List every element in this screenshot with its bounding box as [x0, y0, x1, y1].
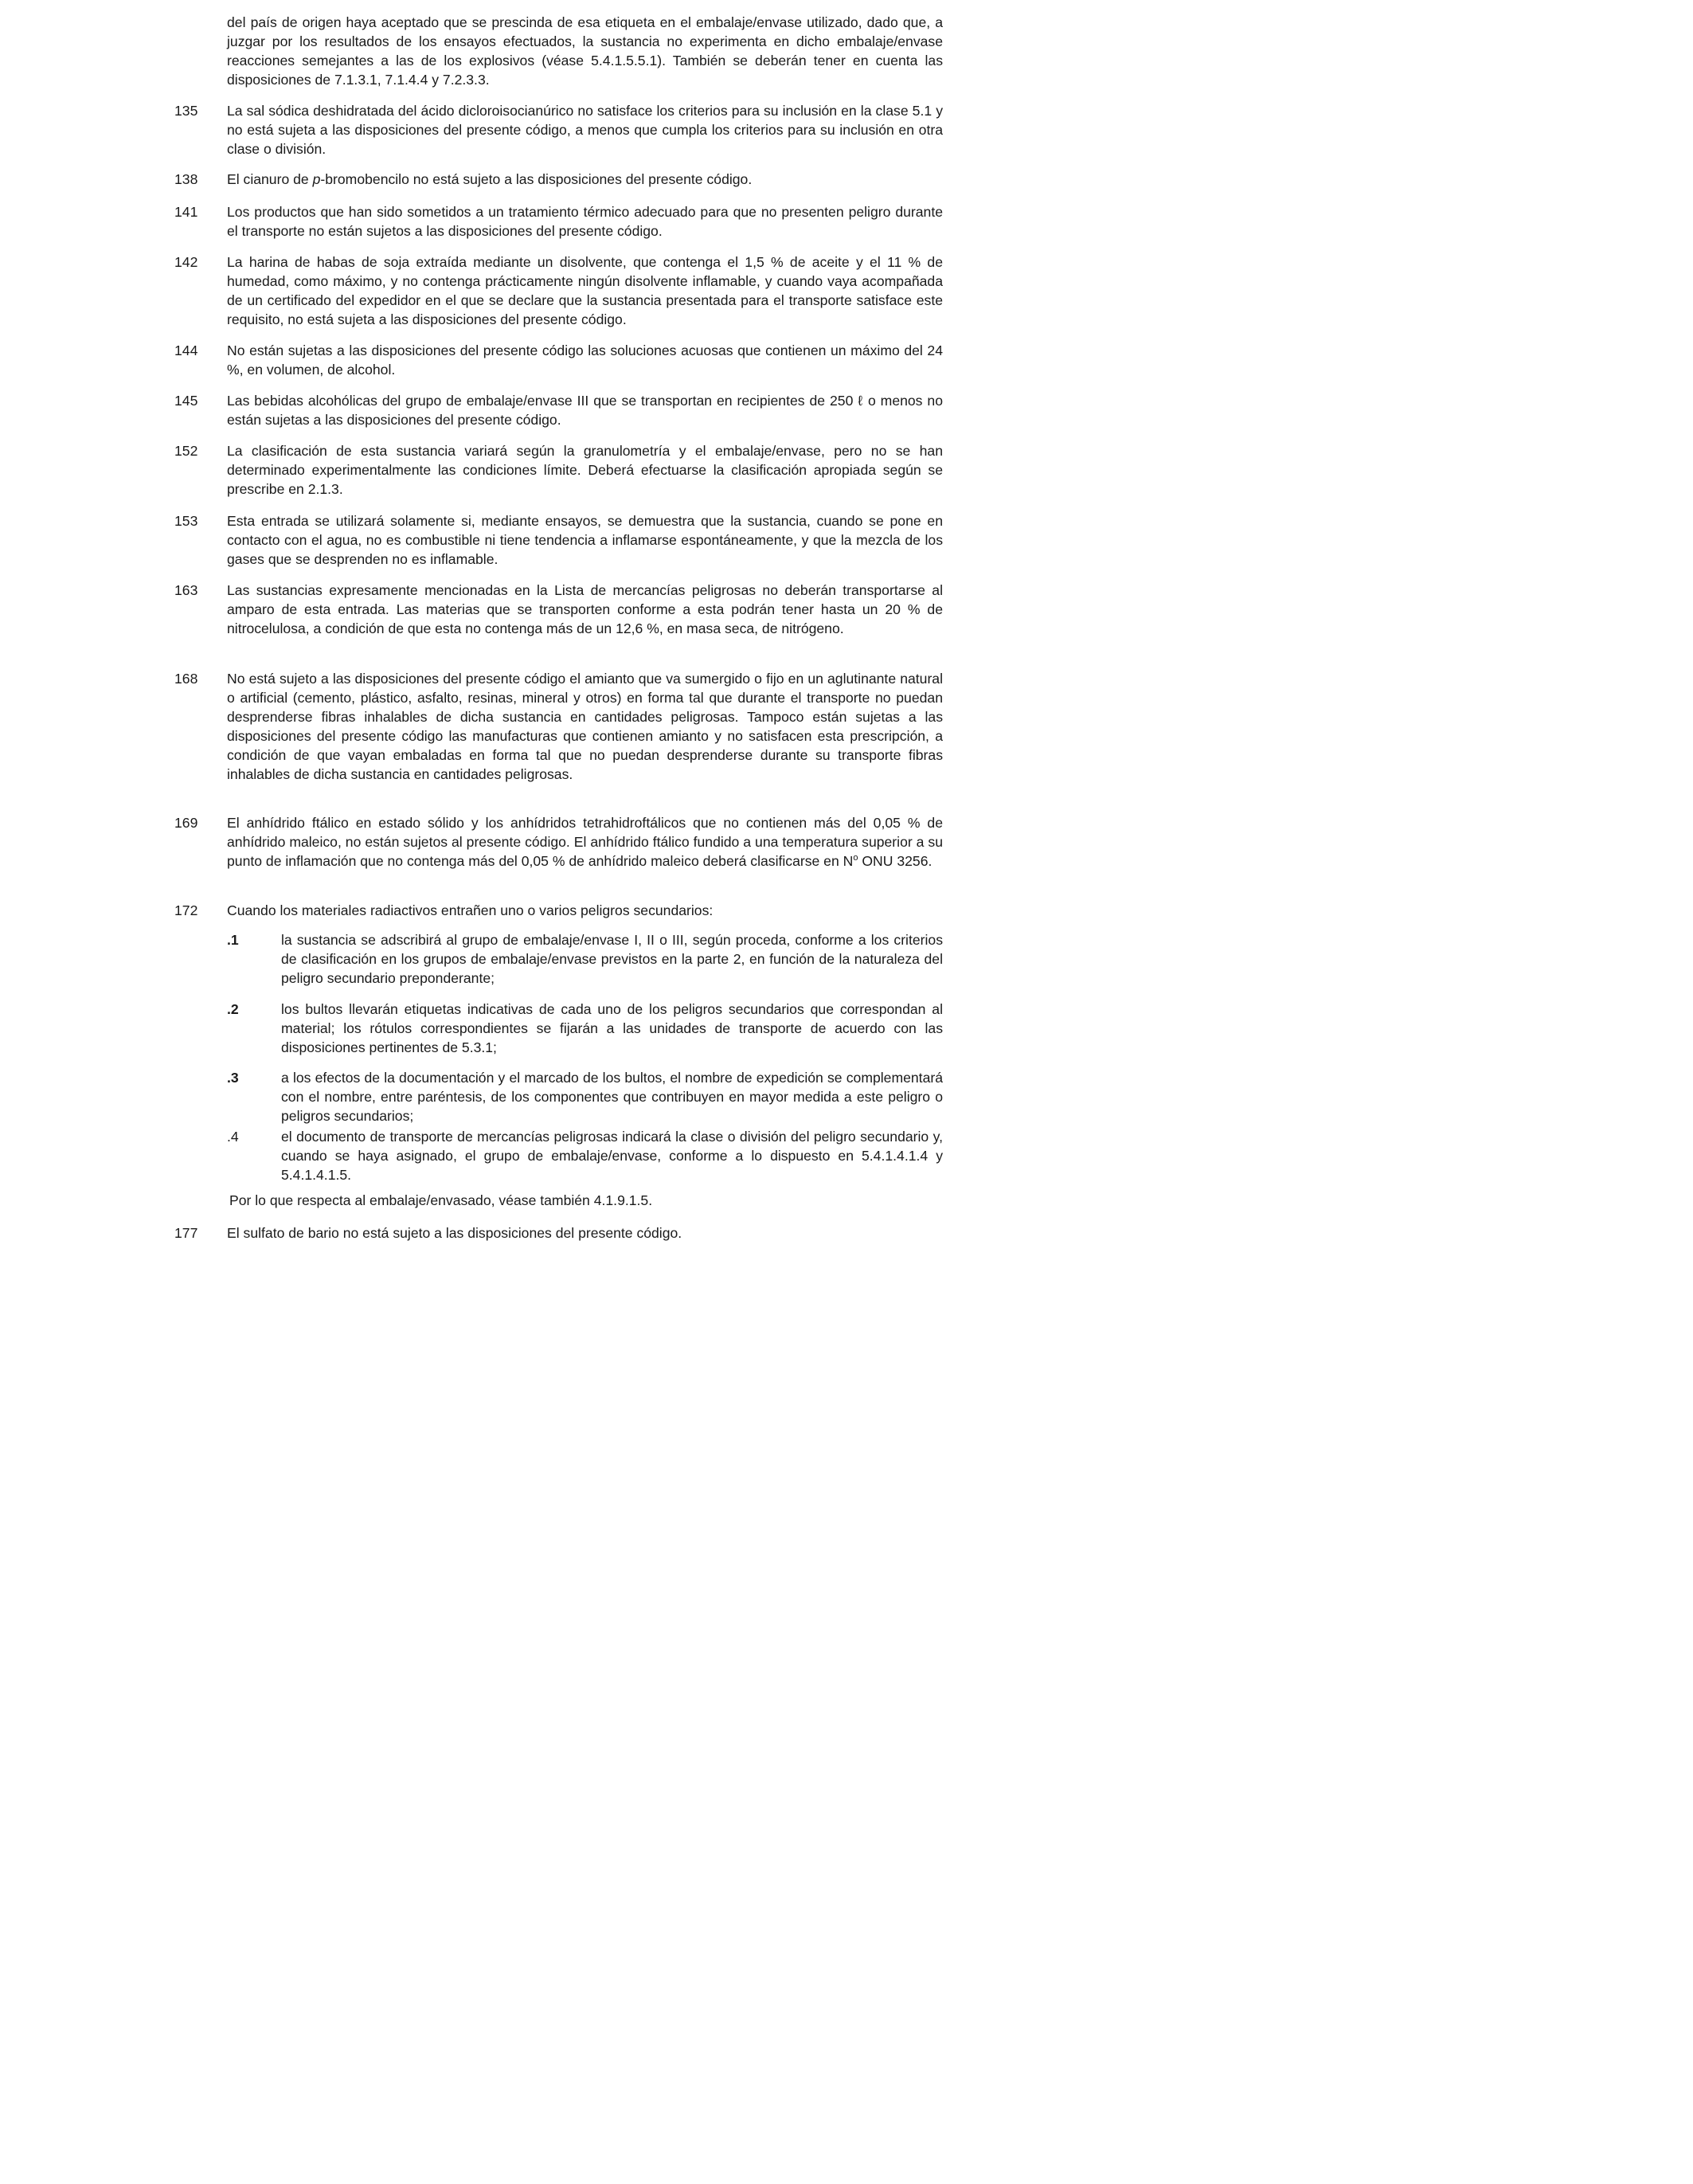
provision-text: No están sujetas a las disposiciones del presente código las soluciones acuosas que contienen un máximo del 24 %, en volumen, de alcohol.	[227, 342, 943, 378]
provision-number: 135	[174, 103, 198, 119]
provision-number: 168	[174, 671, 198, 687]
provision-number: 145	[174, 393, 198, 409]
sub-item-text: los bultos llevarán etiquetas indicativas de cada uno de los peligros secundarios que correspondan al material; los rótulos correspondientes se fijarán a las unidades de transporte de acuerdo con las disposiciones pertinentes de 5.3.1;	[281, 1001, 943, 1055]
sub-item-text: el documento de transporte de mercancías peligrosas indicará la clase o división del peligro secundario y, cuando se haya asignado, el grupo de embalaje/envase, conforme a lo dispuesto en 5.4.1.4.1.4 y 5.4.1.4.1.5.	[281, 1129, 943, 1183]
provision-text: Cuando los materiales radiactivos entrañen uno o varios peligros secundarios:	[227, 902, 714, 918]
sub-item-text: la sustancia se adscribirá al grupo de embalaje/envase I, II o III, según proceda, conforme a los criterios de clasificación en los grupos de embalaje/envase previstos en la parte 2, en función de la naturaleza del peligro secundario preponderante;	[281, 932, 943, 986]
provision-number: 172	[174, 902, 198, 918]
provision-text: La sal sódica deshidratada del ácido dicloroisocianúrico no satisface los criterios para su inclusión en la clase 5.1 y no está sujeta a las disposiciones del presente código, a menos que cumpla los criterios para su inclusión en otra clase o división.	[227, 103, 943, 157]
provision-text: El cianuro de p-bromobencilo no está sujeto a las disposiciones del presente código.	[227, 171, 753, 187]
continuation-paragraph: del país de origen haya aceptado que se prescinda de esa etiqueta en el embalaje/envase utilizado, dado que, a juzgar por los resultados de los ensayos efectuados, la sustancia no experimenta en dicho embalaje/envase reacciones semejantes a las de los explosivos (véase 5.4.1.5.5.1). También se deberán tener en cuenta las disposiciones de 7.1.3.1, 7.1.4.4 y 7.2.3.3.	[227, 14, 943, 88]
provision-number: 169	[174, 815, 198, 831]
provision-number: 144	[174, 342, 198, 358]
sub-item-text: a los efectos de la documentación y el marcado de los bultos, el nombre de expedición se complementará con el nombre, entre paréntesis, de los componentes que contribuyen en mayor medida a este peligro o peligros secundarios;	[281, 1070, 943, 1124]
provision-number: 141	[174, 204, 198, 220]
document-page	[0, 0, 960, 1239]
provision-number: 177	[174, 1225, 198, 1241]
provision-text: La harina de habas de soja extraída mediante un disolvente, que contenga el 1,5 % de aceite y el 11 % de humedad, como máximo, y no contenga prácticamente ningún disolvente inflamable, y cuando vaya acompañada de un certificado del expedidor en el que se declare que la sustancia presentada para el transporte satisface este requisito, no está sujeta a las disposiciones del presente código.	[227, 254, 943, 327]
provision-text: La clasificación de esta sustancia variará según la granulometría y el embalaje/envase, pero no se han determinado experimentalmente las condiciones límite. Deberá efectuarse la clasificación apropiada según se prescribe en 2.1.3.	[227, 443, 943, 497]
provision-text: Los productos que han sido sometidos a un tratamiento térmico adecuado para que no presenten peligro durante el transporte no están sujetos a las disposiciones del presente código.	[227, 204, 943, 239]
provision-number: 138	[174, 171, 198, 187]
provision-number: 142	[174, 254, 198, 270]
provision-text: El anhídrido ftálico en estado sólido y los anhídridos tetrahidroftálicos que no contienen más del 0,05 % de anhídrido maleico, no están sujetos al presente código. El anhídrido ftálico fundido a una temperatura superior a su punto de inflamación que no contenga más del 0,05 % de anhídrido maleico deberá clasificarse en $N^o$ ONU 3256.	[227, 815, 943, 869]
sub-item-marker: .1	[227, 932, 239, 948]
sub-item-marker: .2	[227, 1001, 239, 1017]
provision-text: Esta entrada se utilizará solamente si, mediante ensayos, se demuestra que la sustancia, cuando se pone en contacto con el agua, no es combustible ni tiene tendencia a inflamarse espontáneamente, y que la mezcla de los gases que se desprenden no es inflamable.	[227, 513, 943, 567]
provision-text: El sulfato de bario no está sujeto a las disposiciones del presente código.	[227, 1225, 682, 1241]
provision-number: 163	[174, 582, 198, 598]
provision-number: 153	[174, 513, 198, 529]
provision-172-note: Por lo que respecta al embalaje/envasado, véase también 4.1.9.1.5.	[229, 1192, 653, 1208]
provision-text: Las sustancias expresamente mencionadas en la Lista de mercancías peligrosas no deberán transportarse al amparo de esta entrada. Las materias que se transporten conforme a esta podrán tener hasta un 20 % de nitrocelulosa, a condición de que esta no contenga más de un 12,6 %, en masa seca, de nitrógeno.	[227, 582, 943, 636]
provision-number: 152	[174, 443, 198, 459]
provision-text: No está sujeto a las disposiciones del presente código el amianto que va sumergido o fijo en un aglutinante natural o artificial (cemento, plástico, asfalto, resinas, mineral y otros) en forma tal que durante el transporte no puedan desprenderse fibras inhalables de dicha sustancia en cantidades peligrosas. Tampoco están sujetas a las disposiciones del presente código las manufacturas que contienen amianto y no satisfacen esta prescripción, a condición de que vayan embaladas en forma tal que no puedan desprenderse durante su transporte fibras inhalables de dicha sustancia en cantidades peligrosas.	[227, 671, 943, 782]
sub-item-marker: .3	[227, 1070, 239, 1086]
provision-text: Las bebidas alcohólicas del grupo de embalaje/envase III que se transportan en recipientes de 250 ℓ o menos no están sujetas a las disposiciones del presente código.	[227, 393, 943, 428]
sub-item-marker: .4	[227, 1129, 239, 1145]
